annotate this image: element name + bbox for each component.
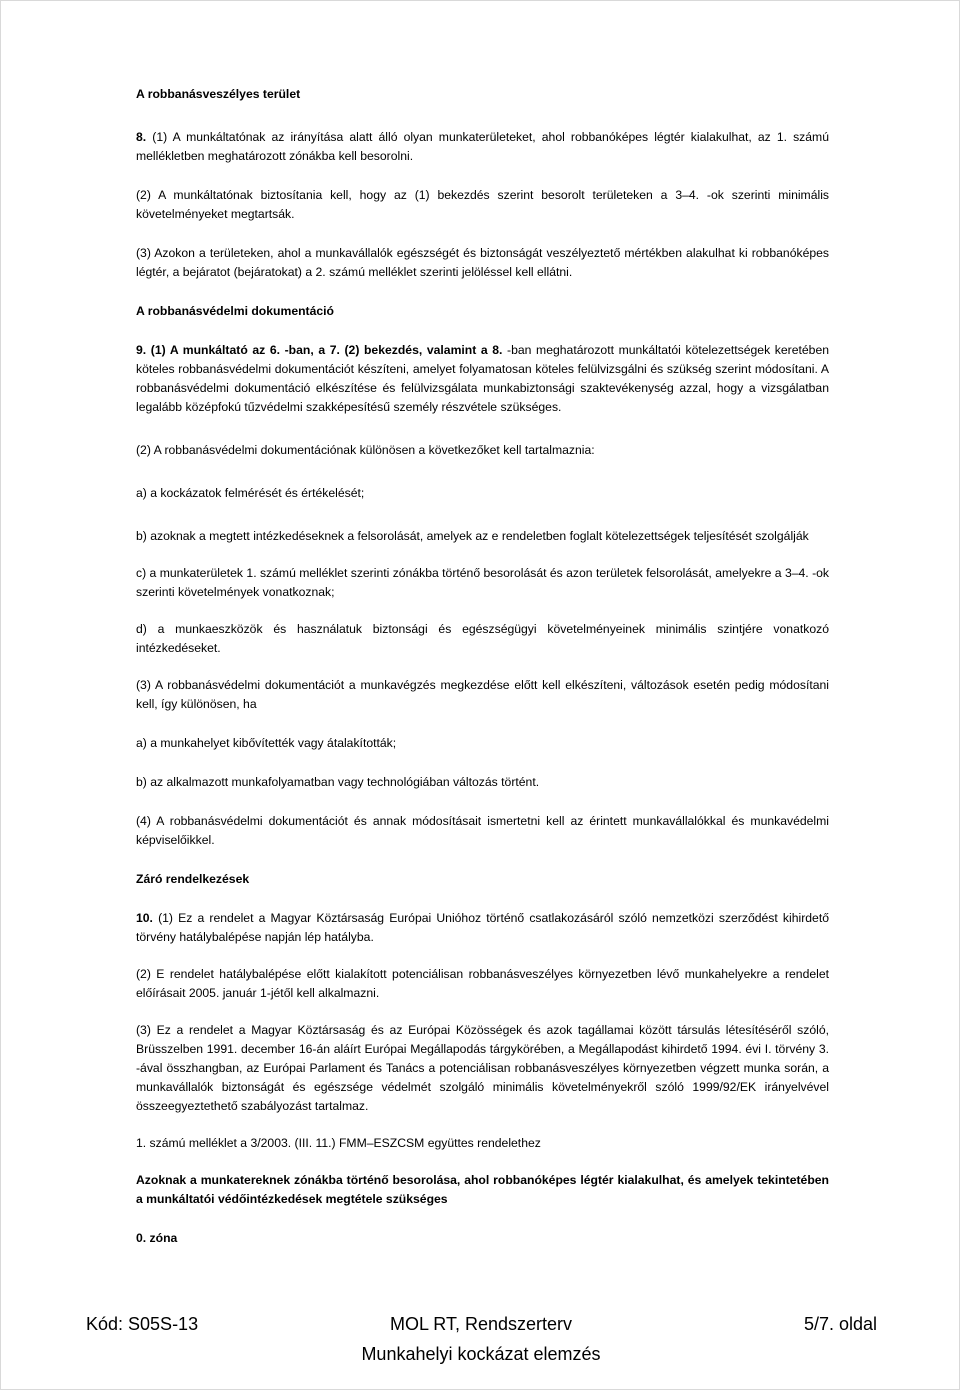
list-item-9-2-a: a) a kockázatok felmérését és értékelését; [136,486,365,500]
section-number: 10. [136,911,153,925]
list-item-9-2-d: d) a munkaeszközök és használatuk biztonsági és egészségügyi követelményeinek minimális szintjére vonatkozó intézkedéseket. [136,622,829,655]
list-item-9-3-b: b) az alkalmazott munkafolyamatban vagy technológiában változás történt. [136,775,540,789]
zone-0-heading: 0. zóna [136,1231,178,1245]
document-subtitle: Munkahelyi kockázat elemzés [361,1344,601,1364]
paragraph-9-2: (2) A robbanásvédelmi dokumentációnak különösen a következőket kell tartalmaznia: [136,443,595,457]
section-heading-hazardous-area: A robbanásveszélyes terület [136,87,301,101]
document-body [136,85,829,1248]
paragraph-8-2: (2) A munkáltatónak biztosítania kell, hogy az (1) bekezdés szerint besorolt területeken a 3–4. -ok szerinti minimális követelményeket megtartsák. [136,188,829,221]
company-name: MOL RT, Rendszerterv [389,1314,573,1334]
paragraph-text: (1) Ez a rendelet a Magyar Köztársaság Európai Unióhoz történő csatlakozásáról szóló nemzetközi szerződést kihirdető törvény hatálybalépése napján lép hatályba. [136,911,829,944]
document-code: Kód: S05S-13 [86,1314,199,1334]
section-heading-final-provisions: Záró rendelkezések [136,872,250,886]
paragraph-lead: 9. (1) A munkáltató az 6. -ban, a 7. (2) bekezdés, valamint a 8. [136,343,503,357]
list-item-9-3-a: a) a munkahelyet kibővítették vagy átalakították; [136,736,397,750]
paragraph-text: (1) A munkáltatónak az irányítása alatt álló olyan munkaterületeket, ahol robbanóképes légtér kialakulhat, az 1. számú mellékletben meghatározott zónákba kell besorolni. [136,130,829,163]
paragraph-text: -ban meghatározott munkáltatói kötelezettségek keretében köteles robbanásvédelmi dokumentációt készíteni, amelyet folyamatosan köteles felülvizsgálni és szükség szerint módosítani. A robbanásvédelmi dokumentáció elkészítése és felülvizsgálata munkabiztonsági szaktevékenység azzal, hogy a vizsgálatban legalább középfokú tűzvédelmi szakképesítésű személy részvétele szükséges. [136,343,829,414]
paragraph-10-3: (3) Ez a rendelet a Magyar Köztársaság és az Európai Közösségek és azok tagállamai között társulás létesítéséről szóló, Brüsszelben 1991. december 16-án aláírt Európai Megállapodás tárgykörében, a Megállapodást kihirdető 1994. évi I. törvény 3. -ával összhangban, az Európai Parlament és Tanács a potenciálisan robbanásveszélyes környezetben végzett munka során, a munkavállalók biztonságát és egészsége védelmét szolgáló minimális követelményekről szóló 1999/92/EK irányelvével összeegyeztethető szabályozást tartalmaz. [136,1023,829,1113]
section-number: 8. [136,130,147,144]
list-item-9-2-c: c) a munkaterületek 1. számú melléklet szerinti zónákba történő besorolását és azon területek felsorolását, amelyekre a 3–4. -ok szerinti követelmények vonatkoznak; [136,566,830,599]
paragraph-9-3: (3) A robbanásvédelmi dokumentációt a munkavégzés megkezdése előtt kell elkészíteni, változások esetén pedig módosítani kell, így különösen, ha [136,678,829,711]
annex-reference: 1. számú melléklet a 3/2003. (III. 11.) FMM–ESZCSM együttes rendelethez [136,1136,541,1150]
annex-title: Azoknak a munkatereknek zónákba történő besorolása, ahol robbanóképes légtér kialakulhat, és amelyek tekintetében a munkáltatói védőintézkedések megtétele szükséges [136,1173,829,1206]
paragraph-9-4: (4) A robbanásvédelmi dokumentációt és annak módosításait ismertetni kell az érintett munkavállalókkal és munkavédelmi képviselőikkel. [136,814,829,847]
section-heading-documentation: A robbanásvédelmi dokumentáció [136,304,334,318]
page-number: 5/7. oldal [803,1314,877,1334]
paragraph-10-2: (2) E rendelet hatálybalépése előtt kialakított potenciálisan robbanásveszélyes környezetben lévő munkahelyekre a rendelet előírásait 2005. január 1-jétől kell alkalmazni. [136,967,829,1000]
paragraph-8-1 [136,128,829,166]
paragraph-10-1 [136,909,829,947]
paragraph-9-1 [136,341,829,417]
list-item-9-2-b: b) azoknak a megtett intézkedéseknek a felsorolását, amelyek az e rendeletben foglalt kötelezettségek teljesítését szolgálják [136,529,809,543]
paragraph-8-3: (3) Azokon a területeken, ahol a munkavállalók egészségét és biztonságát veszélyeztető mértékben alakulhat ki robbanóképes légtér, a bejáratot (bejáratokat) a 2. számú melléklet szerinti jelöléssel kell ellátni. [136,246,829,279]
